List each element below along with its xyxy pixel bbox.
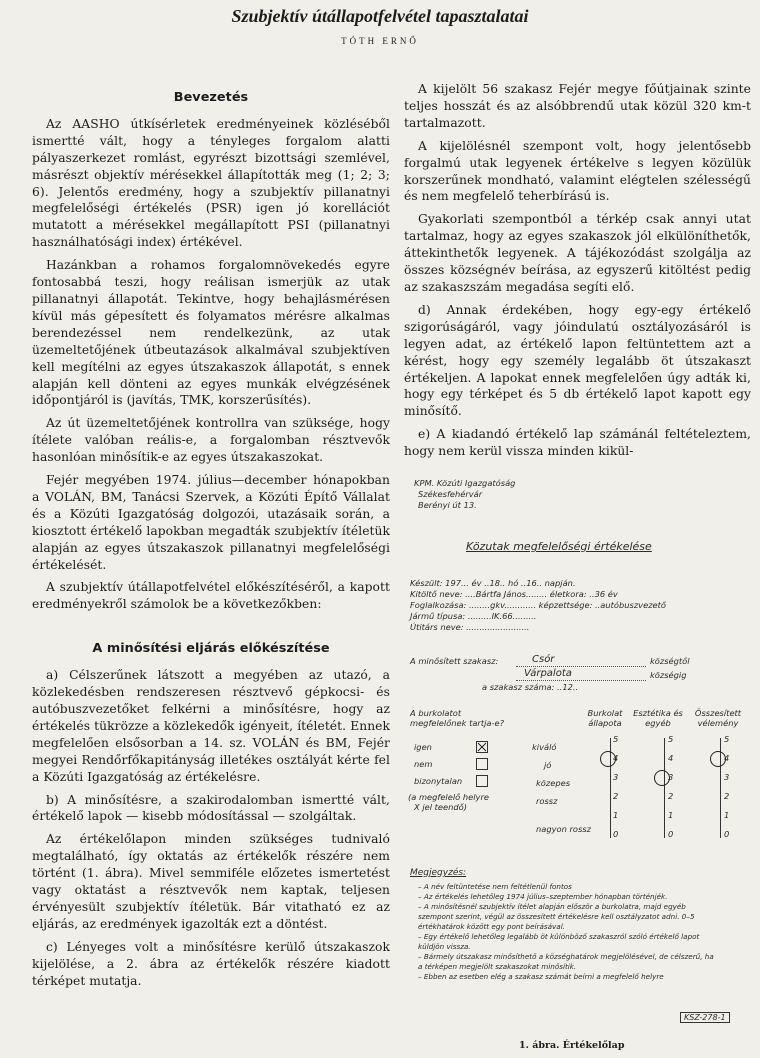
- form-org-line: Berényi út 13.: [418, 500, 477, 510]
- form-question: A burkolatot megfelelőnek tartja-e?: [410, 708, 504, 728]
- scale-mark: 0: [668, 829, 674, 839]
- left-column: [32, 88, 390, 996]
- paragraph: a) Célszerűnek látszott a megyében az utazó, a közlekedésben rendszeresen résztvevő gépkocsi- és autóbuszvezetőket felkérni a minősítésre, hogy az értékelés tükrözze a közlekedők igényeit, ítéletét. Ennek megfelelően elsősorban a 14. sz. VOLÁN és BM, Fejér megyei Rendőrfőkapitányság illetékes osztályát kérte fel a Közúti Igazgatóság az értékelésre.: [32, 668, 390, 784]
- paragraph: b) A minősítésre, a szakirodalomban ismertté vált, értékelő lapok — kisebb módosítással — szolgáltak.: [32, 792, 390, 824]
- form-field-szakasz-from: Csór: [532, 654, 555, 665]
- note-item: – A név feltüntetése nem feltétlenül fontos: [418, 882, 572, 891]
- form-field-jarmu: Jármű típusa: .........IK.66.........: [410, 611, 537, 621]
- paragraph: e) A kiadandó értékelő lap számánál feltételeztem, hogy nem kerül vissza minden kikül-: [404, 427, 751, 459]
- col-header-burkolat: Burkolat állapota: [587, 708, 623, 728]
- note-item: – Egy értékelő lehetőleg legalább öt különböző szakaszról szóló értékelő lapot küldjön vissza.: [418, 932, 700, 951]
- selected-grade-circle: [710, 751, 726, 767]
- scale-mark: 5: [613, 734, 619, 744]
- form-instruction: X jel teendő): [414, 802, 467, 812]
- paragraph: Fejér megyében 1974. július—december hónapokban a VOLÁN, BM, Tanácsi Szervek, a Közúti Építő Vállalat és a Közúti Igazgatóság dolgozói, utazásaik során, a kiosztott értékelő lapokban megadták szubjektív ítéletük alapján az egyes útszakaszok pillanatnyi megfelelőségi értékelését.: [32, 473, 390, 572]
- scale-mark: 3: [668, 772, 674, 782]
- paragraph: Az értékelőlapon minden szükséges tudnivaló megtalálható, így oktatás az értékelők részére nem történt (1. ábra). Mivel semmiféle előzetes ismertetést vagy oktatást a résztvevők nem kaptak, teljesen érvényesült szubjektív ítéletük. Bár vitatható ez az eljárás, az eredmények igazolták ezt a döntést.: [32, 832, 390, 931]
- paragraph: Gyakorlati szempontból a térkép csak annyi utat tartalmaz, hogy az egyes szakaszok jól elkülöníthetők, áttekinthetők legyenek. A tájékozódást szolgálja az összes községnév beírása, az egyszerű kitöltést pedig az szakaszszám megadása segíti elő.: [404, 212, 751, 294]
- paragraph: A kijelölt 56 szakasz Fejér megye főútjainak szinte teljes hosszát és az alsóbbrendű utak közül 320 km-t tartalmazott.: [404, 82, 751, 130]
- x-mark-icon: [477, 742, 487, 752]
- col-header-osszesitett: Összesített vélemény: [694, 708, 742, 728]
- form-field-keszult: Készült: 197... év ..18.. hó ..16.. napján.: [410, 578, 576, 588]
- scale-mark: 4: [724, 753, 730, 763]
- grade-kivalo: kiváló: [532, 742, 557, 752]
- form-field-szakasz-from-suffix: községtől: [650, 656, 690, 666]
- checkbox-igen: [476, 741, 488, 753]
- form-dotted-line: [516, 666, 646, 667]
- form-field-szakasz-to: Várpalota: [524, 668, 572, 679]
- scale-mark: 5: [668, 734, 674, 744]
- grade-kozepes: közepes: [536, 778, 571, 788]
- scale-mark: 3: [613, 772, 619, 782]
- notes-list: [418, 882, 718, 982]
- scale-mark: 2: [724, 791, 730, 801]
- scale-mark: 1: [668, 810, 674, 820]
- paragraph: A szubjektív útállapotfelvétel előkészítéséről, a kapott eredményekről számolok be a következőkben:: [32, 580, 390, 612]
- scale-mark: 4: [668, 753, 674, 763]
- form-dotted-line: [516, 680, 646, 681]
- form-title: Közutak megfelelőségi értékelése: [466, 540, 652, 553]
- checkbox-nem: [476, 758, 488, 770]
- form-field-utitars: Útitárs neve: ........................: [410, 622, 530, 632]
- form-field-szakasz-to-suffix: községig: [650, 670, 687, 680]
- form-org-line: Székesfehérvár: [418, 489, 483, 499]
- note-item: – Ebben az esetben elég a szakasz számát beírni a megfelelő helyre: [418, 972, 664, 981]
- note-item: – Az értékelés lehetőleg 1974 július–szeptember hónapban történjék.: [418, 892, 668, 901]
- scale-mark: 0: [613, 829, 619, 839]
- figure-caption: 1. ábra. Értékelőlap: [519, 1040, 625, 1051]
- scale-line: [664, 738, 665, 838]
- checkbox-bizonytalan: [476, 775, 488, 787]
- form-org-line: KPM. Közúti Igazgatóság: [414, 478, 516, 488]
- option-igen: igen: [414, 742, 432, 752]
- form-stamp: KSZ-278-1: [680, 1012, 730, 1023]
- scale-mark: 1: [724, 810, 730, 820]
- section-heading-prep: A minősítési eljárás előkészítése: [92, 641, 330, 657]
- form-field-szakasz-num: a szakasz száma: ..12..: [482, 682, 579, 692]
- grade-nagyon-rossz: nagyon rossz: [536, 824, 591, 834]
- page-title: Szubjektív útállapotfelvétel tapasztalatai: [231, 6, 529, 26]
- note-item: – A minősítésnél szubjektív ítélet alapján először a burkolatra, majd egyéb szempont szerint, végül az összesített értékelésre kell osztályzatot adni. 0–5 értékhatárok között egy pont beírásával.: [418, 902, 695, 931]
- col-header-esztetika: Esztétika és egyéb: [633, 708, 683, 728]
- section-heading-intro: Bevezetés: [173, 90, 249, 105]
- evaluation-form-figure: [404, 470, 751, 1030]
- notes-heading: Megjegyzés:: [410, 868, 467, 878]
- grade-jo: jó: [544, 760, 552, 770]
- option-nem: nem: [414, 759, 433, 769]
- form-instruction: (a megfelelő helyre: [408, 792, 489, 802]
- note-item: – Bármely útszakasz minősíthető a községhatárok megjelölésével, de célszerű, ha a térképen megjelölt szakaszokat minősítik.: [418, 952, 714, 971]
- right-column: [404, 81, 751, 466]
- option-bizonytalan: bizonytalan: [414, 776, 463, 786]
- paragraph: Az AASHO útkísérletek eredményeinek közléséből ismertté vált, hogy a tényleges forgalom alatti pályaszerkezet romlást, egyrészt bizottsági szemlével, másrészt objektív mérésekkel állapították meg (1; 2; 3; 6). Jelentős eredmény, hogy a szubjektív pillanatnyi megfelelőségi értékelés (PSR) igen jó korellációt mutatott a mérésekkel megállapított PSI (pillanatnyi használhatósági index) értékével.: [32, 116, 390, 250]
- form-field-szakasz-label: A minősített szakasz:: [410, 656, 499, 666]
- scale-mark: 4: [613, 753, 619, 763]
- scale-mark: 3: [724, 772, 730, 782]
- selected-grade-circle: [654, 770, 670, 786]
- paragraph: d) Annak érdekében, hogy egy-egy értékelő szigorúságáról, vagy jóindulatú osztályozásáról is legyen adat, az értékelő lapon feltüntettem azt a kérést, hogy egy személy legalább öt útszakaszt értékeljen. A lapokat ennek megfelelően úgy adták ki, hogy egy térképet és 5 db értékelő lapot kapott egy minősítő.: [404, 302, 751, 419]
- paragraph: Az út üzemeltetőjének kontrollra van szüksége, hogy ítélete valóban reális-e, a forgalomban résztvevők hasonlóan minősítik-e az egyes útszakaszokat.: [32, 416, 390, 465]
- scale-mark: 0: [724, 829, 730, 839]
- grade-rossz: rossz: [536, 796, 558, 806]
- scale-mark: 1: [613, 810, 619, 820]
- scale-mark: 2: [668, 791, 674, 801]
- author-name: TÓTH ERNŐ: [341, 36, 419, 46]
- paragraph: Hazánkban a rohamos forgalomnövekedés egyre fontosabbá teszi, hogy reálisan ismerjük az utak pillanatnyi állapotát. Tekintve, hogy behajlásmérésen kívül más gépesített és folyamatos mérésre alkalmas berendezéssel nem rendelkezünk, az utak üzemeltetőjének útbeutazások alkalmával szubjektíven kell megítélni az egyes útszakaszok állapotát, s ennek alapján kell dönteni az egyes munkák elvégzésének időpontjáról is (javítás, TMK, korszerűsítés).: [32, 258, 390, 408]
- scale-mark: 2: [613, 791, 619, 801]
- paragraph: c) Lényeges volt a minősítésre kerülő útszakaszok kijelölése, a 2. ábra az értékelők részére kiadott térképet mutatja.: [32, 939, 390, 988]
- paragraph: A kijelölésnél szempont volt, hogy jelentősebb forgalmú utak legyenek értékelve s legyen közülük korszerűnek mondható, valamint elégtelen szélességű és nem megfelelő teherbírású is.: [404, 138, 751, 204]
- scale-mark: 5: [724, 734, 730, 744]
- form-field-foglalkozas: Foglalkozása: ........gkv............ képzettsége: ..autóbuszvezető: [410, 600, 666, 610]
- form-field-kitolto: Kitöltő neve: ....Bártfa János........ életkora: ..36 év: [410, 589, 618, 599]
- selected-grade-circle: [600, 751, 619, 767]
